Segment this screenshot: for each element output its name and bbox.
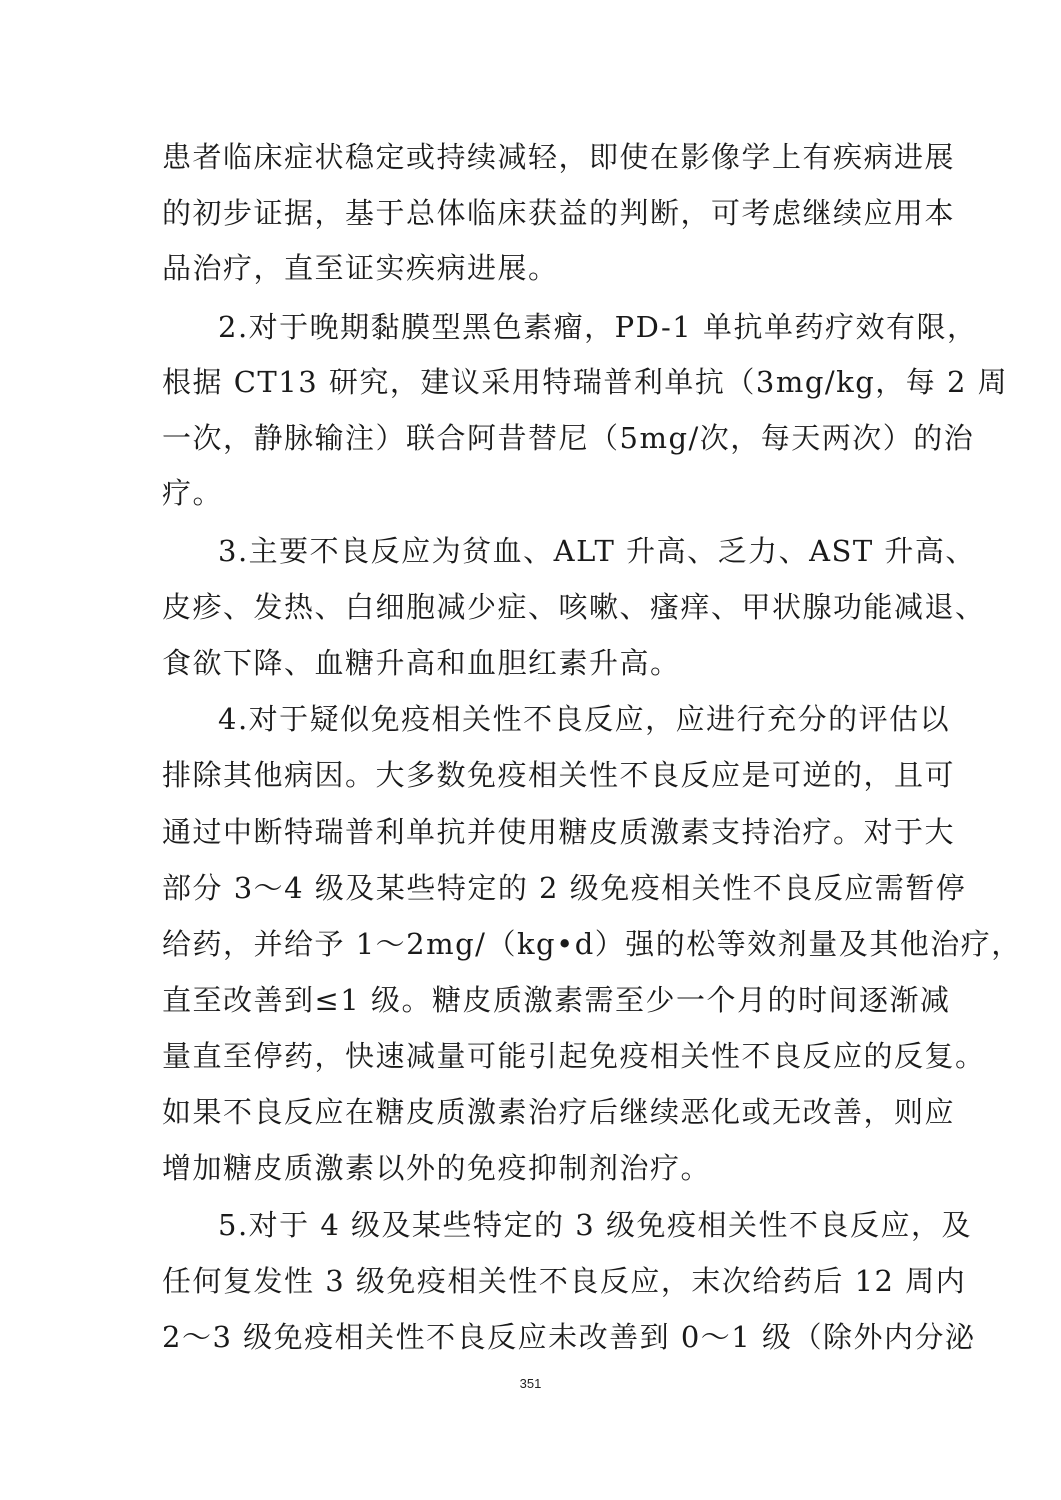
paragraph-2-line-1: 2.对于晚期黏膜型黑色素瘤，PD-1 单抗单药疗效有限， [218,310,978,344]
paragraph-4-line-2: 排除其他病因。大多数免疫相关性不良反应是可逆的，且可 [162,758,956,792]
paragraph-1-line-3: 品治疗，直至证实疾病进展。 [162,251,559,285]
paragraph-1-line-1: 患者临床症状稳定或持续减轻，即使在影像学上有疾病进展 [162,140,956,174]
paragraph-4-line-7: 量直至停药，快速减量可能引起免疫相关性不良反应的反复。 [162,1039,986,1073]
paragraph-4-line-5: 给药，并给予 1～2mg/（kg•d）强的松等效剂量及其他治疗， [162,927,1022,961]
paragraph-4-line-9: 增加糖皮质激素以外的免疫抑制剂治疗。 [162,1151,712,1185]
paragraph-2-line-4: 疗。 [162,476,224,510]
paragraph-2-line-3: 一次，静脉输注）联合阿昔替尼（5mg/次，每天两次）的治 [162,421,975,455]
paragraph-5-line-1: 5.对于 4 级及某些特定的 3 级免疫相关性不良反应，及 [218,1208,972,1242]
paragraph-4-line-8: 如果不良反应在糖皮质激素治疗后继续恶化或无改善，则应 [162,1095,956,1129]
page-number: 351 [519,1376,542,1391]
paragraph-4-line-4: 部分 3～4 级及某些特定的 2 级免疫相关性不良反应需暂停 [162,871,967,905]
paragraph-3-line-3: 食欲下降、血糖升高和血胆红素升高。 [162,646,681,680]
paragraph-3-line-1: 3.主要不良反应为贫血、ALT 升高、乏力、AST 升高、 [218,534,976,568]
paragraph-5-line-2: 任何复发性 3 级免疫相关性不良反应，末次给药后 12 周内 [162,1264,967,1298]
paragraph-5-line-3: 2～3 级免疫相关性不良反应未改善到 0～1 级（除外内分泌 [162,1320,976,1354]
paragraph-4-line-1: 4.对于疑似免疫相关性不良反应，应进行充分的评估以 [218,702,951,736]
paragraph-3-line-2: 皮疹、发热、白细胞减少症、咳嗽、瘙痒、甲状腺功能减退、 [162,590,986,624]
paragraph-4-line-6: 直至改善到≤1 级。糖皮质激素需至少一个月的时间逐渐减 [162,983,951,1017]
paragraph-1-line-2: 的初步证据，基于总体临床获益的判断，可考虑继续应用本 [162,196,956,230]
paragraph-2-line-2: 根据 CT13 研究，建议采用特瑞普利单抗（3mg/kg，每 2 周 [162,365,1009,399]
paragraph-4-line-3: 通过中断特瑞普利单抗并使用糖皮质激素支持治疗。对于大 [162,815,956,849]
